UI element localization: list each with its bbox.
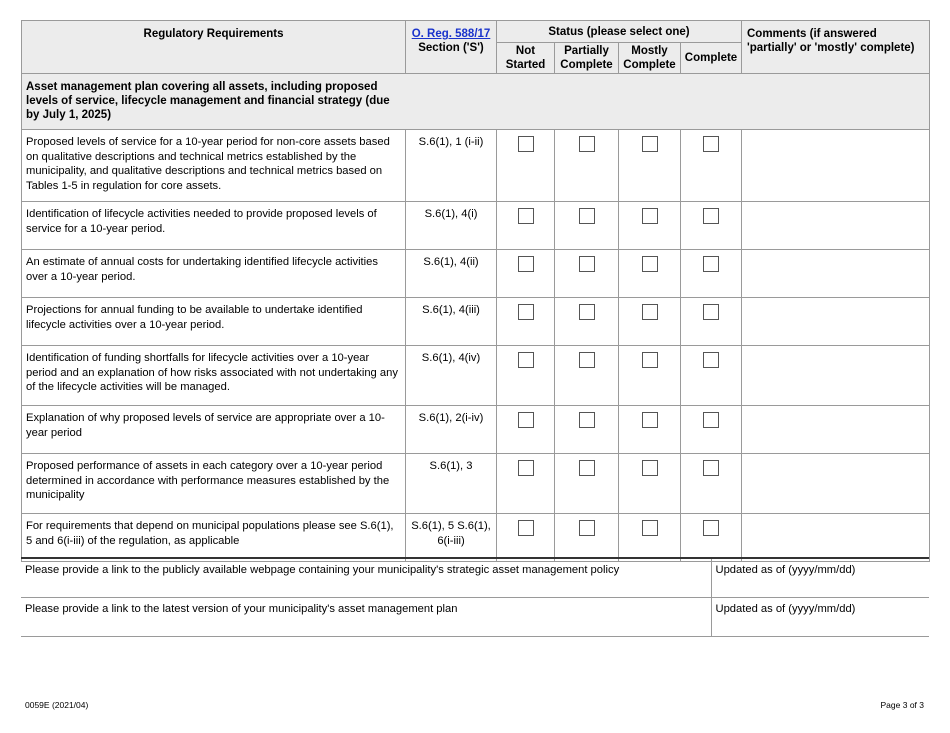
status-cell: [497, 250, 555, 298]
header-mostly-line2: Complete: [623, 59, 676, 71]
complete-checkbox[interactable]: [703, 136, 719, 152]
header-requirements: Regulatory Requirements: [22, 21, 406, 74]
complete-checkbox[interactable]: [703, 352, 719, 368]
link-prompt[interactable]: Please provide a link to the publicly available webpage containing your municipality's strategic asset management policy: [21, 558, 711, 598]
form-number: 0059E (2021/04): [25, 700, 89, 710]
complete-checkbox[interactable]: [703, 208, 719, 224]
partially-complete-checkbox[interactable]: [579, 256, 595, 272]
partially-complete-checkbox[interactable]: [579, 412, 595, 428]
partially-complete-checkbox[interactable]: [579, 352, 595, 368]
links-table: [21, 557, 929, 637]
status-cell: [619, 514, 681, 562]
status-cell: [497, 202, 555, 250]
complete-checkbox[interactable]: [703, 412, 719, 428]
comments-cell[interactable]: [742, 130, 930, 202]
not-started-checkbox[interactable]: [518, 412, 534, 428]
header-partially-line2: Complete: [560, 59, 613, 71]
requirement-description: Projections for annual funding to be available to undertake identified lifecycle activities over a 10-year period.: [22, 298, 406, 346]
status-cell: [555, 514, 619, 562]
mostly-complete-checkbox[interactable]: [642, 304, 658, 320]
requirement-description: An estimate of annual costs for undertaking identified lifecycle activities over a 10-year period.: [22, 250, 406, 298]
requirement-section: S.6(1), 4(ii): [406, 250, 497, 298]
page-number: Page 3 of 3: [880, 700, 924, 710]
status-cell: [681, 202, 742, 250]
requirement-row: [22, 130, 930, 202]
comments-cell[interactable]: [742, 250, 930, 298]
not-started-checkbox[interactable]: [518, 256, 534, 272]
status-cell: [497, 298, 555, 346]
requirements-table: [21, 20, 930, 562]
status-cell: [619, 298, 681, 346]
status-cell: [619, 202, 681, 250]
section-title-text: Asset management plan covering all assets, including proposed levels of service, lifecycle management and financial strategy (due by July 1, 2025): [26, 81, 390, 121]
header-complete-line1: Complete: [684, 52, 738, 64]
requirement-description: Proposed levels of service for a 10-year period for non-core assets based on qualitative descriptions and technical metrics established by the municipality, and qualitative descriptions and technical metrics based on Tables 1-5 in regulation for core assets.: [22, 130, 406, 202]
not-started-checkbox[interactable]: [518, 208, 534, 224]
regulation-link[interactable]: O. Reg. 588/17: [411, 28, 491, 40]
status-cell: [497, 130, 555, 202]
status-cell: [555, 250, 619, 298]
partially-complete-checkbox[interactable]: [579, 208, 595, 224]
status-cell: [555, 406, 619, 454]
not-started-checkbox[interactable]: [518, 304, 534, 320]
mostly-complete-checkbox[interactable]: [642, 460, 658, 476]
mostly-complete-checkbox[interactable]: [642, 352, 658, 368]
mostly-complete-checkbox[interactable]: [642, 208, 658, 224]
status-cell: [681, 298, 742, 346]
partially-complete-checkbox[interactable]: [579, 304, 595, 320]
requirement-row: [22, 250, 930, 298]
status-cell: [681, 250, 742, 298]
header-partially-complete: [555, 43, 619, 74]
link-row: [21, 558, 929, 598]
partially-complete-checkbox[interactable]: [579, 136, 595, 152]
requirement-description: Identification of lifecycle activities needed to provide proposed levels of service for a 10-year period.: [22, 202, 406, 250]
header-section: [406, 21, 497, 74]
complete-checkbox[interactable]: [703, 460, 719, 476]
status-cell: [681, 406, 742, 454]
status-cell: [555, 298, 619, 346]
section-title: [22, 74, 406, 130]
status-cell: [497, 454, 555, 514]
not-started-checkbox[interactable]: [518, 136, 534, 152]
requirement-section: S.6(1), 2(i-iv): [406, 406, 497, 454]
header-comments-line1: Comments (if answered: [747, 28, 877, 40]
header-comments-line2: 'partially' or 'mostly' complete): [747, 42, 915, 54]
partially-complete-checkbox[interactable]: [579, 460, 595, 476]
not-started-checkbox[interactable]: [518, 520, 534, 536]
requirement-row: [22, 514, 930, 562]
comments-cell[interactable]: [742, 298, 930, 346]
partially-complete-checkbox[interactable]: [579, 520, 595, 536]
not-started-checkbox[interactable]: [518, 460, 534, 476]
requirement-row: [22, 406, 930, 454]
header-complete: [681, 43, 742, 74]
status-cell: [681, 514, 742, 562]
status-cell: [497, 514, 555, 562]
updated-date-field[interactable]: Updated as of (yyyy/mm/dd): [711, 558, 929, 598]
status-cell: [619, 250, 681, 298]
status-cell: [555, 454, 619, 514]
header-mostly-complete: [619, 43, 681, 74]
requirement-row: [22, 346, 930, 406]
comments-cell[interactable]: [742, 406, 930, 454]
requirement-section: S.6(1), 5 S.6(1), 6(i-iii): [406, 514, 497, 562]
requirement-section: S.6(1), 3: [406, 454, 497, 514]
mostly-complete-checkbox[interactable]: [642, 412, 658, 428]
mostly-complete-checkbox[interactable]: [642, 136, 658, 152]
requirement-description: Proposed performance of assets in each category over a 10-year period determined in accordance with performance measures established by the municipality: [22, 454, 406, 514]
header-status: Status (please select one): [497, 21, 742, 43]
requirement-row: [22, 202, 930, 250]
status-cell: [619, 406, 681, 454]
requirement-section: S.6(1), 1 (i-ii): [406, 130, 497, 202]
requirement-row: [22, 298, 930, 346]
requirement-description: For requirements that depend on municipal populations please see S.6(1), 5 and 6(i-iii) of the regulation, as applicable: [22, 514, 406, 562]
complete-checkbox[interactable]: [703, 520, 719, 536]
header-not-started-line1: Not: [515, 45, 536, 57]
comments-cell[interactable]: [742, 202, 930, 250]
section-title-filler: [406, 74, 930, 130]
requirement-section: S.6(1), 4(iv): [406, 346, 497, 406]
not-started-checkbox[interactable]: [518, 352, 534, 368]
status-cell: [681, 346, 742, 406]
header-partially-line1: Partially: [564, 45, 609, 57]
status-cell: [555, 346, 619, 406]
status-cell: [555, 130, 619, 202]
complete-checkbox[interactable]: [703, 304, 719, 320]
requirement-section: S.6(1), 4(iii): [406, 298, 497, 346]
comments-cell[interactable]: [742, 514, 930, 562]
comments-cell[interactable]: [742, 346, 930, 406]
status-cell: [681, 130, 742, 202]
status-cell: [619, 346, 681, 406]
mostly-complete-checkbox[interactable]: [642, 520, 658, 536]
complete-checkbox[interactable]: [703, 256, 719, 272]
comments-cell[interactable]: [742, 454, 930, 514]
status-cell: [619, 454, 681, 514]
header-mostly-line1: Mostly: [631, 45, 668, 57]
header-not-started: [497, 43, 555, 74]
status-cell: [497, 346, 555, 406]
requirement-description: Identification of funding shortfalls for lifecycle activities over a 10-year period and an explanation of how risks associated with not undertaking any of the lifecycle activities will be managed.: [22, 346, 406, 406]
status-cell: [555, 202, 619, 250]
status-cell: [497, 406, 555, 454]
updated-date-field[interactable]: Updated as of (yyyy/mm/dd): [711, 598, 929, 637]
requirement-section: S.6(1), 4(i): [406, 202, 497, 250]
header-section-label: Section ('S'): [418, 42, 484, 54]
requirement-description: Explanation of why proposed levels of service are appropriate over a 10-year period: [22, 406, 406, 454]
link-prompt[interactable]: Please provide a link to the latest version of your municipality's asset management plan: [21, 598, 711, 637]
requirement-row: [22, 454, 930, 514]
header-comments: [742, 21, 930, 74]
mostly-complete-checkbox[interactable]: [642, 256, 658, 272]
status-cell: [681, 454, 742, 514]
status-cell: [619, 130, 681, 202]
link-row: [21, 598, 929, 637]
header-not-started-line2: Started: [505, 59, 546, 71]
